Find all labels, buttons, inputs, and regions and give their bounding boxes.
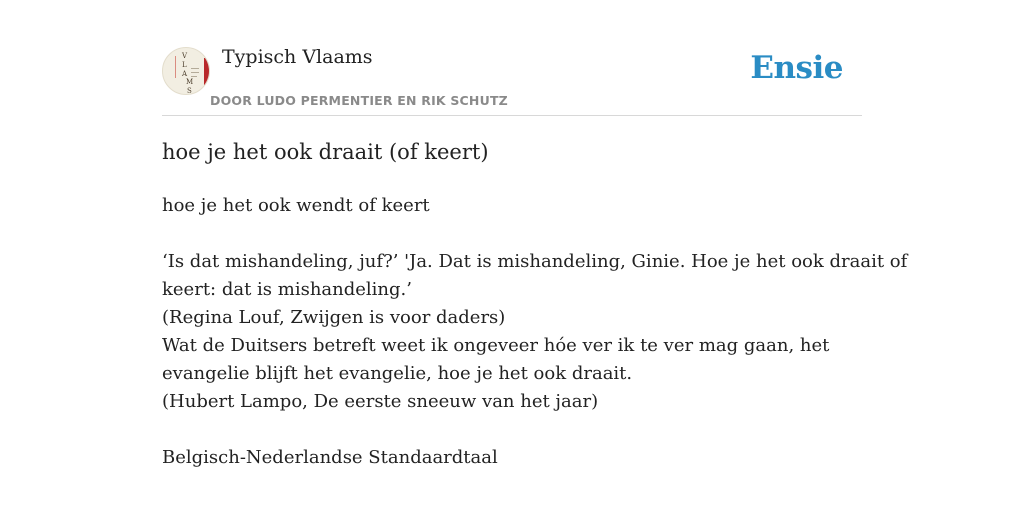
quote-source: (Regina Louf, Zwijgen is voor daders)	[162, 307, 506, 328]
entry-body	[162, 192, 908, 472]
quote-line: Wat de Duitsers betreft weet ik ongeveer hóe ver ik te ver mag gaan, het	[162, 335, 830, 356]
book-cover-icon[interactable]: V L A M S	[162, 47, 210, 95]
quote-source: (Hubert Lampo, De eerste sneeuw van het jaar)	[162, 391, 599, 412]
entry-category: Belgisch-Nederlandse Standaardtaal	[162, 447, 498, 468]
authors-byline: DOOR LUDO PERMENTIER EN RIK SCHUTZ	[210, 93, 508, 108]
spacer	[162, 220, 862, 248]
quote-line: keert: dat is mishandeling.’	[162, 279, 412, 300]
entry-term: hoe je het ook draait (of keert)	[162, 140, 489, 164]
spacer	[162, 416, 862, 444]
book-title[interactable]: Typisch Vlaams	[222, 46, 373, 68]
entry-card	[162, 0, 908, 512]
quote-line: ‘Is dat mishandeling, juf?’ 'Ja. Dat is mishandeling, Ginie. Hoe je het ook draait of	[162, 251, 908, 272]
entry-definition: hoe je het ook wendt of keert	[162, 195, 430, 216]
quote-line: evangelie blijft het evangelie, hoe je het ook draait.	[162, 363, 633, 384]
brand-logo[interactable]: Ensie	[750, 50, 843, 86]
header	[162, 0, 862, 116]
